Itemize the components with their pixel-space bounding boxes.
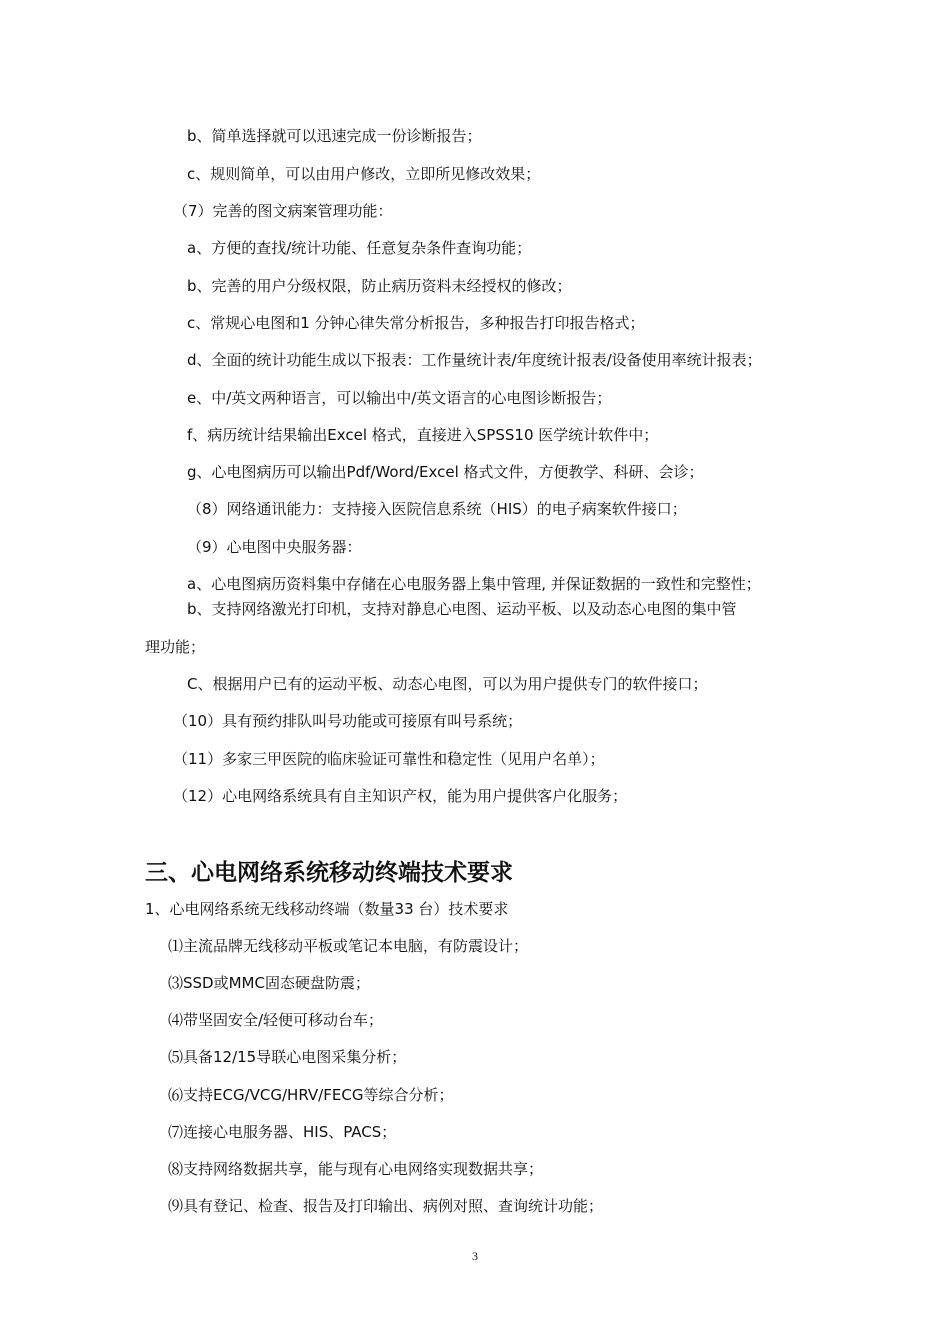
text-line: e、中/英文两种语言，可以输出中/英文语言的心电图诊断报告； [187,389,612,407]
text-line: b、完善的用户分级权限，防止病历资料未经授权的修改； [187,277,572,295]
text-line: （8）网络通讯能力：支持接入医院信息系统（HIS）的电子病案软件接口； [187,500,687,518]
text-line: 理功能； [145,638,206,656]
list-item: ⑷带坚固安全/轻便可移动台车； [168,1011,384,1029]
list-item: ⑻支持网络数据共享，能与现有心电网络实现数据共享； [168,1160,544,1178]
text-line: a、方便的查找/统计功能、任意复杂条件查询功能； [187,239,532,257]
list-item: ⑹支持ECG/VCG/HRV/FECG等综合分析； [168,1086,454,1104]
text-line: c、常规心电图和1 分钟心律失常分析报告，多种报告打印报告格式； [187,314,645,332]
text-line: d、全面的统计功能生成以下报表：工作量统计表/年度统计报表/设备使用率统计报表； [187,351,762,369]
list-item: ⑸具备12/15导联心电图采集分析； [168,1048,407,1066]
text-line: （11）多家三甲医院的临床验证可靠性和稳定性（见用户名单）； [173,750,605,768]
text-line: c、规则简单，可以由用户修改，立即所见修改效果； [187,165,541,183]
text-line: （7）完善的图文病案管理功能： [173,202,393,220]
list-item: ⑶SSD或MMC固态硬盘防震； [168,974,370,992]
text-line: f、病历统计结果输出Excel 格式，直接进入SPSS10 医学统计软件中； [187,426,659,444]
section-subheading: 1、心电网络系统无线移动终端（数量33 台）技术要求 [145,900,509,918]
text-line: b、支持网络激光打印机，支持对静息心电图、运动平板、以及动态心电图的集中管 [187,600,737,618]
section-heading: 三、心电网络系统移动终端技术要求 [145,860,513,886]
text-line: （10）具有预约排队叫号功能或可接原有叫号系统； [173,712,523,730]
text-line: g、心电图病历可以输出Pdf/Word/Excel 格式文件，方便教学、科研、会诊； [187,463,704,481]
list-item: ⑴主流品牌无线移动平板或笔记本电脑，有防震设计； [168,937,529,955]
text-line: （12）心电网络系统具有自主知识产权，能为用户提供客户化服务； [173,787,628,805]
page-number: 3 [472,1249,478,1263]
text-line: b、简单选择就可以迅速完成一份诊断报告； [187,127,482,145]
text-line: a、心电图病历资料集中存储在心电服务器上集中管理, 并保证数据的一致性和完整性； [187,575,761,593]
list-item: ⑺连接心电服务器、HIS、PACS； [168,1123,397,1141]
text-line: （9）心电图中央服务器： [187,538,362,556]
list-item: ⑼具有登记、检查、报告及打印输出、病例对照、查询统计功能； [168,1197,604,1215]
text-line: C、根据用户已有的运动平板、动态心电图，可以为用户提供专门的软件接口； [187,675,708,693]
